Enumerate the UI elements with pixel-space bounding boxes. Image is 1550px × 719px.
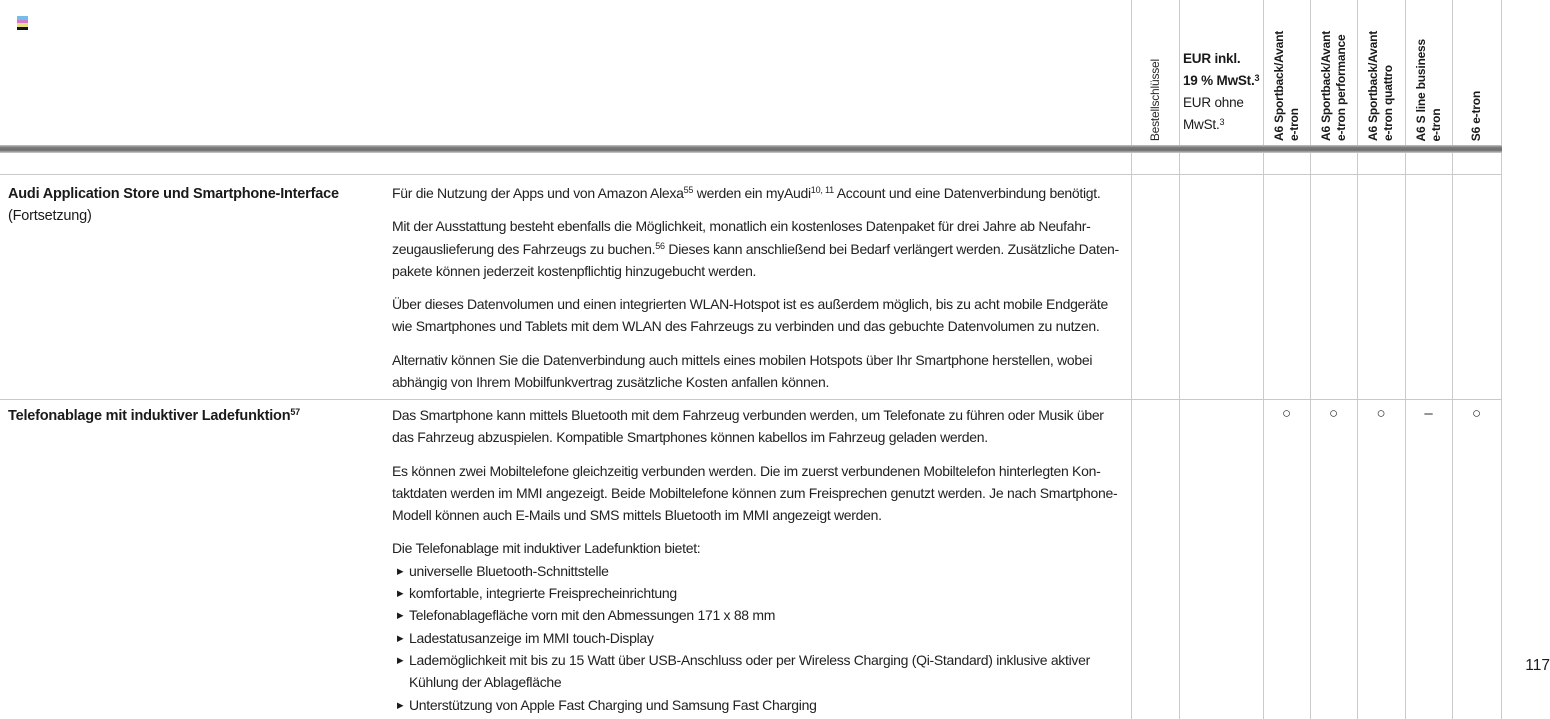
bullet-triangle-icon: ▶ (397, 654, 404, 665)
column-header-label: Bestellschlüssel (1147, 58, 1162, 141)
row-divider (0, 174, 1501, 175)
bullet-item (392, 694, 1121, 716)
paragraph: Mit der Ausstattung besteht ebenfalls die Möglichkeit, monatlich ein kostenloses Datenpaket für drei Jahre ab Neufahrzeugauslieferung des Fahrzeugs zu buchen.$^{56}$ Dieses kann anschließend bei Bedarf verlängert werden. Zusätzliche Datenpakete können jederzeit kostenpflichtig hinzugebucht werden. (392, 218, 1120, 279)
column-header-label (1319, 31, 1349, 141)
header-divider-bar (0, 145, 1502, 153)
availability-a6-e-tron-performance: ○ (1328, 405, 1339, 422)
footnote-ref: 55 (683, 185, 694, 196)
bullet-text: universelle Bluetooth-Schnittstelle (409, 562, 609, 579)
column-header-label (1272, 31, 1302, 141)
availability-a6-e-tron-quattro: ○ (1376, 405, 1386, 422)
bullet-text: Unterstützung von Apple Fast Charging und Samsung Fast Charging (409, 696, 817, 713)
column-header-label (1366, 31, 1396, 141)
column-header-a6-sportback-avant-e-tron-quattro (1357, 0, 1405, 141)
column-header-label (1414, 39, 1444, 141)
bullet-triangle-icon: ▶ (397, 610, 404, 621)
print-color-mark-icon (17, 16, 28, 30)
print-mark-stripe-black (17, 27, 28, 31)
model-name-line: e-tron performance (1333, 34, 1348, 141)
column-header-a6-sportback-avant-e-tron-performance (1310, 0, 1357, 141)
bullet-triangle-icon: ▶ (397, 632, 404, 643)
paragraph: Für die Nutzung der Apps und von Amazon Alexa$^{55}$ werden ein myAudi$^{10, 11}$ Account und eine Datenverbindung benötigt. (392, 185, 1101, 201)
bullet-triangle-icon: ▶ (397, 699, 404, 710)
paragraph: Die Telefonablage mit induktiver Ladefunktion bietet: (392, 540, 701, 557)
feature-description-telefonablage (392, 404, 1121, 716)
model-name-line: A6 S line business (1413, 38, 1428, 141)
column-divider (1501, 0, 1502, 719)
bullet-item (392, 649, 1121, 694)
bullet-triangle-icon: ▶ (397, 565, 404, 576)
column-header-a6-s-line-business-e-tron (1405, 0, 1452, 141)
column-header-bestellschluessel (1131, 0, 1179, 141)
footnote-ref: 57 (290, 407, 300, 418)
bullet-text: Telefonablagefläche vorn mit den Abmessungen 171 x 88 mm (409, 607, 776, 624)
footnote-ref: 10, 11 (810, 185, 834, 196)
column-header-label (1469, 91, 1484, 141)
bullet-triangle-icon: ▶ (397, 588, 404, 599)
availability-s6-e-tron: ○ (1471, 405, 1482, 422)
feature-name (8, 405, 380, 427)
column-header-a6-sportback-avant-e-tron (1263, 0, 1310, 141)
feature-subtitle: (Fortsetzung) (8, 208, 92, 224)
bullet-item (392, 560, 1121, 582)
bullet-item (392, 582, 1121, 604)
column-header-price (1183, 48, 1259, 136)
bullet-item (392, 604, 1121, 626)
model-name-line: e-tron (1286, 108, 1301, 141)
column-divider (1179, 0, 1180, 719)
model-name-line: S6 e-tron (1469, 90, 1483, 141)
footnote-ref: 56 (655, 240, 665, 251)
page-number: 117 (1525, 657, 1550, 674)
feature-name (8, 183, 380, 205)
feature-description-audi-application-store (392, 182, 1121, 404)
bullet-list (392, 560, 1121, 716)
price-header-line: MwSt.$^3$ (1183, 116, 1225, 132)
price-header-line: 19 % MwSt.$^3$ (1183, 72, 1260, 88)
feature-name-text: Telefonablage mit induktiver Ladefunktion (8, 408, 291, 424)
footnote-ref: 3 (1219, 116, 1225, 127)
model-name-line: A6 Sportback/Avant (1366, 31, 1380, 141)
price-header-line: EUR ohne (1183, 95, 1244, 110)
paragraph: Das Smartphone kann mittels Bluetooth mit dem Fahrzeug verbunden werden, um Telefonate zu führen oder Musik über das Fahrzeug abzuspielen. Kompatible Smartphones können kabellos im Fahrzeug geladen werden. (392, 407, 1104, 446)
paragraph: Über dieses Datenvolumen und einen integrierten WLAN-Hotspot ist es außerdem möglich, bis zu acht mobile Endgeräte wie Smartphones und Tablets mit dem WLAN des Fahrzeugs zu verbinden und das gebuchte Datenvolumen zu nutzen. (392, 296, 1108, 335)
price-header-line: EUR inkl. (1183, 51, 1241, 66)
bullet-item (392, 627, 1121, 649)
footnote-ref: 3 (1254, 72, 1260, 83)
column-header-s6-e-tron (1452, 0, 1501, 141)
model-name-line: e-tron (1428, 108, 1443, 141)
bullet-text: Ladestatusanzeige im MMI touch-Display (409, 629, 654, 646)
model-name-line: A6 Sportback/Avant (1318, 31, 1333, 141)
feature-title-telefonablage (8, 405, 380, 427)
model-name-line: e-tron quattro (1381, 65, 1395, 141)
bullet-text: komfortable, integrierte Freisprecheinrichtung (409, 585, 677, 602)
bullet-text: Lademöglichkeit mit bis zu 15 Watt über USB-Anschluss oder per Wireless Charging (Qi-Standard) inklusive aktiver Kühlung der Ablagefläche (409, 651, 1090, 691)
model-name-line: A6 Sportback/Avant (1271, 31, 1286, 141)
feature-title-audi-application-store (8, 183, 380, 227)
paragraph: Es können zwei Mobiltelefone gleichzeitig verbunden werden. Die im zuerst verbundenen Mobiltelefon hinterlegten Kontaktdaten werden im MMI angezeigt. Beide Mobiltelefone können zum Freisprechen genutzt werden. Je nach Smartphone-Modell können auch E-Mails und SMS mittels Bluetooth im MMI angezeigt werden. (392, 462, 1118, 524)
availability-a6-s-line-business: – (1424, 405, 1433, 422)
availability-a6-e-tron: ○ (1281, 405, 1292, 422)
paragraph: Alternativ können Sie die Datenverbindung auch mittels eines mobilen Hotspots über Ihr Smartphone herstellen, wobei abhängig von Ihrem Mobilfunkvertrag zusätzliche Kosten anfallen können. (392, 351, 1093, 391)
feature-name-text: Audi Application Store und Smartphone-Interface (8, 186, 339, 202)
